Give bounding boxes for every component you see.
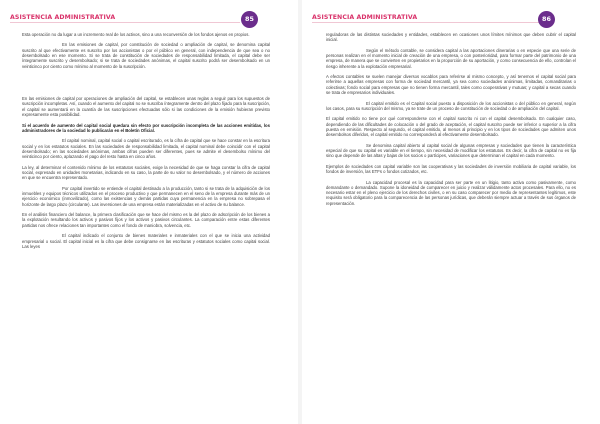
paragraph: El capital indicado el conjunto de bienes materiales e inmateriales con el que se inicia una actividad empresarial o social. El capital inicial es la cifra que debe consignarse en las escrituras y estatutos sociales como capital social. Las leyes: [22, 233, 270, 249]
page-number-badge: 85: [241, 11, 258, 28]
paragraph: En las emisiones de capital por operaciones de ampliación del capital, se establecen unas reglas a seguir para los supuestos de suscripción incompletas. Así, cuando el aumento del capital no se suscriba íntegramente dentro del plazo fijado para la suscripción, el capital se aumentará en la cuantía de las suscripciones efectuadas sólo si las condiciones de la emisión hubieran previsto expresamente esta posibilidad.: [22, 96, 270, 118]
paragraph: Según el método contable, se considera capital a las aportaciones dinerarias o en especie que una serie de personas realizan en el momento inicial de creación de una empresa, o con posterioridad, para formar parte del patrimonio de una empresa, de manera que se convierten en propietarios en la proporción de su aportación, y como consecuencia de ello, controlan el riesgo inherente a la explotación empresarial.: [326, 47, 576, 69]
paragraph-bold: Si el acuerdo de aumento del capital social quedara sin efecto por suscripción incompleta de las acciones emitidas, los administradores de la sociedad lo publicarán en el Boletín Oficial.: [22, 122, 270, 133]
paragraph: La capacidad procesal es la capacidad para ser parte en un litigio, tanto activa como pasivamente, como demandante o demandado. Supone la idoneidad de comparecer en juicio y realizar válidamente actos procesales. Para ello, no es necesario estar en el pleno ejercicio de los derechos civiles, o en su caso comparecer por medio de representantes legítimos, este requisito será obligatorio para la comparecencia de las personas jurídicas, que deberán siempre actuar a través de sus órganos de representación.: [326, 179, 576, 206]
header-rule: [312, 22, 542, 23]
paragraph: El capital emitido es el Capital social puesto a disposición de los accionistas o del público en general, según los casos, para su suscripción del mismo, ya se trate de un proceso de constitución de sociedad o de ampliación del capital.: [326, 100, 576, 111]
running-header-title: ASISTENCIA ADMINISTRATIVA: [10, 14, 116, 21]
paragraph: En las emisiones de capital, por constitución de sociedad o ampliación de capital, se denomina capital suscrito al que efectivamente es suscrito por los accionistas o por el público en general, con independencia de que sea o no desembolsado en ese momento. Si se trata de constitución de sociedades de responsabilidad limitada, el capital debe ser íntegramente suscrito y desembolsado; si se trata de sociedades anónimas, el capital suscrito podrá ser desembolsado en un veinticinco por ciento como mínimo al momento de la suscripción.: [22, 42, 270, 69]
paragraph: Ejemplos de sociedades con capital variable son las cooperativas y las sociedades de inversión mobiliaria de capital variable, los fondos de inversión, las ETFs o fondos cotizados, etc.: [326, 163, 576, 175]
left-page-body: [22, 32, 270, 254]
running-header-title: ASISTENCIA ADMINISTRATIVA: [312, 14, 418, 21]
spacer: [22, 74, 270, 96]
paragraph: El capital nominal, capital social o capital escriturado, es la cifra de capital que se hace constar en la escritura social y en los estatutos sociales. En las sociedades de responsabilidad limitada, el capital nominal debe coincidir con el capital desembolsado; en las sociedades anónimas, ambas cifras pueden ser diferentes, pues se admite el desembolso mínimo del veinticinco por ciento, aplazando el pago del resto hasta en cinco años.: [22, 138, 270, 160]
paragraph: El capital emitido no tiene por qué corresponderse con el capital suscrito ni con el capital desembolsado. En cualquier caso, dependiendo de las dificultades de colocación o del grado de aceptación, el capital suscrito puede ser inferior o superior a la cifra puesta en emisión. Respecto al segundo, el capital emitido, al menos al principio y en los tipos de sociedades que admiten unos desembolsos diferidos, el capital emitido no corresponderá al efectivamente desembolsado.: [326, 116, 576, 138]
right-page-body: [326, 32, 576, 211]
paragraph: Se denomina capital abierto al capital social de algunas empresas y sociedades que tienen la característica especial de que su capital es variable en el tiempo, sin necesidad de modificar los estatutos. Es decir, la cifra de capital no es fija sino que depende de las altas y bajas de los socios o partícipes, variaciones que determinan el capital en cada momento.: [326, 142, 576, 159]
right-page: [302, 0, 600, 424]
paragraph: La ley, al determinar el contenido mínimo de los estatutos sociales, exige la necesidad de que se haga constar la cifra de capital social, expresado en unidades monetarias, indicando en su caso, la parte de su valor no desembolsado, y el número de acciones en que se encuentra representado.: [22, 164, 270, 181]
left-page: [0, 0, 298, 424]
paragraph: En el análisis financiero del balance, la primera clasificación que se hace del mismo es la del plazo de adscripción de los bienes a la explotación resultando los activos y pasivos fijos y los activos y pasivos circulantes. La comparación entre estas diferentes partidas nos ofrece relaciones tan importantes como el fondo de maniobra, solvencia, etc.: [22, 212, 270, 228]
paragraph: reguladoras de las distintas sociedades y entidades, establecen en ocasiones unos límites mínimos que deben cubrir el capital inicial.: [326, 32, 576, 43]
paragraph: Por capital invertido se entiende el capital destinado a la producción, tanto si se trata de la adquisición de los inmuebles y equipos técnicos utilizados en el proceso productivo y que permanecen en el seno de la empresa durante más de un ejercicio económico (inmovilizado), como las existencias y demás partidas cuya permanencia en la empresa no sobrepasa el horizonte de largo plazo (circulante). Las inversiones de una empresa están materializadas en el activo de su balance.: [22, 185, 270, 207]
paragraph: A efectos contables se suelen manejar diversos vocablos para referirse al mismo concepto, y así tenemos el capital social para referirse a aquellas empresas con forma de sociedad mercantil, ya sea como sociedades anónimas, limitadas, comanditarias o colectivas; fondo social para empresas que no tienen forma mercantil, tales como cooperativas y mutuas; y capital a secas cuando se trata de empresarios individuales.: [326, 74, 576, 96]
header-rule: [10, 22, 240, 23]
page-number-badge: 86: [538, 11, 555, 28]
paragraph: Esta operación no da lugar a un incremento real de los activos, sino a una reconversión de los fondos ajenos en propios.: [22, 32, 250, 37]
